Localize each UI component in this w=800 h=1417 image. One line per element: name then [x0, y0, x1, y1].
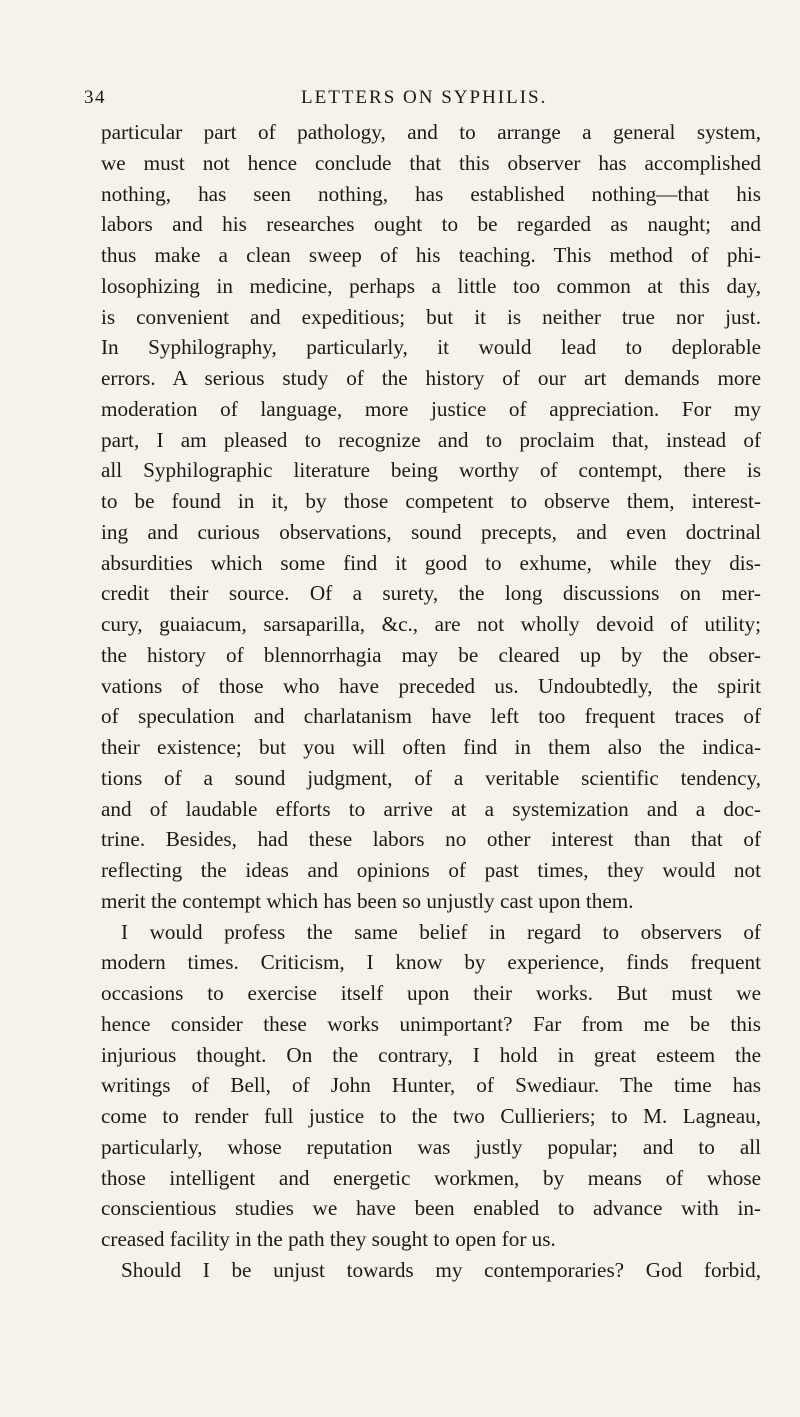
running-title: LETTERS ON SYPHILIS.	[301, 87, 548, 108]
text-line: absurdities which some find it good to exhume, while they dis-	[101, 550, 761, 575]
text-line: tions of a sound judgment, of a veritable scientific tendency,	[101, 765, 761, 790]
text-line: part, I am pleased to recognize and to proclaim that, instead of	[101, 427, 761, 452]
text-line: particular part of pathology, and to arrange a general system,	[101, 120, 761, 144]
text-line: merit the contempt which has been so unjustly cast upon them.	[101, 888, 634, 913]
text-line: is convenient and expeditious; but it is neither true nor just.	[101, 304, 761, 329]
page-header	[84, 87, 756, 117]
text-line: errors. A serious study of the history of our art demands more	[101, 366, 761, 390]
text-line: we must not hence conclude that this observer has accomplished	[101, 150, 761, 175]
text-line: occasions to exercise itself upon their works. But must we	[101, 981, 761, 1005]
text-line: Should I be unjust towards my contemporaries? God forbid,	[121, 1257, 761, 1282]
text-line: creased facility in the path they sought to open for us.	[101, 1227, 556, 1251]
text-line: nothing, has seen nothing, has established nothing—that his	[101, 181, 761, 206]
text-line: those intelligent and energetic workmen, by means of whose	[101, 1165, 761, 1190]
text-line: reflecting the ideas and opinions of past times, they would not	[101, 858, 761, 882]
text-line: moderation of language, more justice of appreciation. For my	[101, 396, 761, 421]
text-line: credit their source. Of a surety, the long discussions on mer-	[101, 581, 761, 606]
text-line: injurious thought. On the contrary, I hold in great esteem the	[101, 1042, 761, 1067]
text-line: come to render full justice to the two Cullieriers; to M. Lagneau,	[101, 1104, 761, 1128]
text-line: all Syphilographic literature being worthy of contempt, there is	[101, 458, 761, 483]
text-line: thus make a clean sweep of his teaching. This method of phi-	[101, 243, 761, 267]
text-line: hence consider these works unimportant? Far from me be this	[101, 1011, 761, 1036]
text-line: the history of blennorrhagia may be cleared up by the obser-	[101, 642, 761, 667]
text-line: their existence; but you will often find in them also the indica-	[101, 735, 761, 759]
text-line: writings of Bell, of John Hunter, of Swediaur. The time has	[101, 1073, 761, 1098]
text-line: ing and curious observations, sound precepts, and even doctrinal	[101, 519, 761, 544]
text-line: particularly, whose reputation was justly popular; and to all	[101, 1134, 761, 1159]
text-line: In Syphilography, particularly, it would lead to deplorable	[101, 335, 761, 360]
page-number: 34	[84, 87, 106, 108]
text-line: of speculation and charlatanism have left too frequent traces of	[101, 704, 761, 729]
text-line: vations of those who have preceded us. Undoubtedly, the spirit	[101, 673, 761, 698]
text-line: I would profess the same belief in regard to observers of	[121, 919, 761, 944]
text-line: to be found in it, by those competent to observe them, interest-	[101, 489, 761, 513]
text-line: labors and his researches ought to be regarded as naught; and	[101, 212, 761, 237]
text-line: trine. Besides, had these labors no other interest than that of	[101, 827, 761, 852]
text-line: modern times. Criticism, I know by experience, finds frequent	[101, 950, 761, 975]
text-line: and of laudable efforts to arrive at a systemization and a doc-	[101, 796, 761, 821]
body-text	[101, 117, 761, 1286]
text-line: cury, guaiacum, sarsaparilla, &c., are not wholly devoid of utility;	[101, 612, 761, 636]
text-line: losophizing in medicine, perhaps a little too common at this day,	[101, 273, 761, 298]
text-line: conscientious studies we have been enabled to advance with in-	[101, 1196, 761, 1221]
